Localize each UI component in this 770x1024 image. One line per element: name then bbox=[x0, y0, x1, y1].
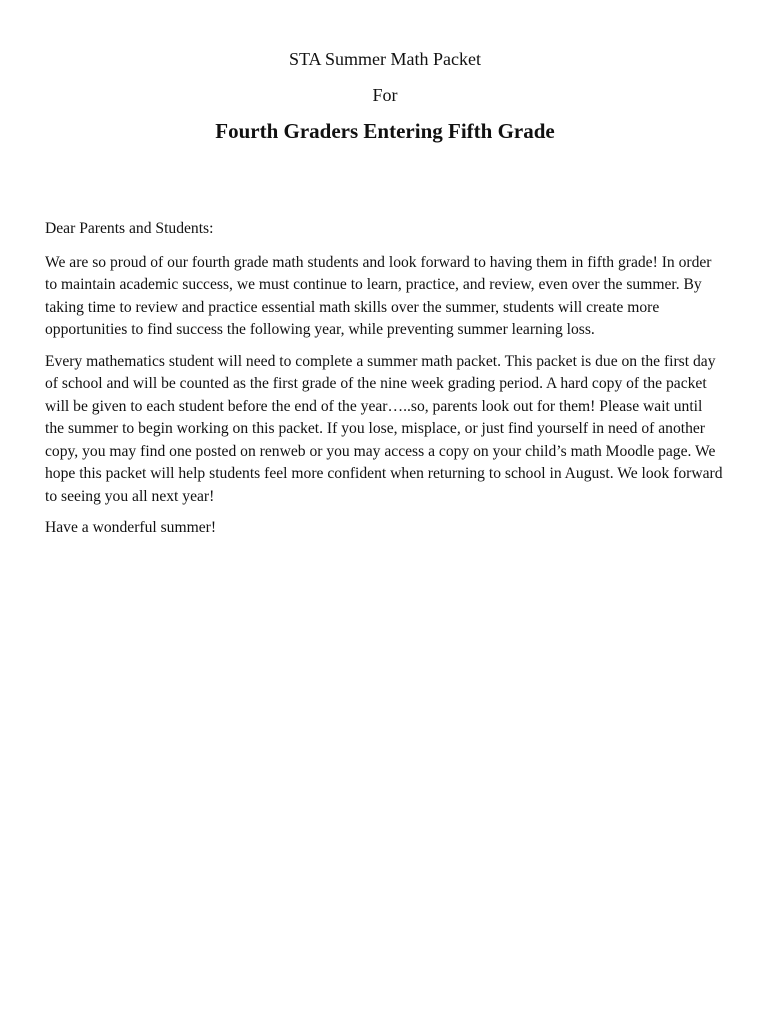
letter-paragraph-2: Every mathematics student will need to complete a summer math packet. This packet is due on the first day of school and will be counted as the first grade of the nine week grading period. A hard copy of the packet will be given to each student before the end of the year…..so, parents look out for them! Please wait until the summer to begin working on this packet. If you lose, misplace, or just find yourself in need of another copy, you may find one posted on renweb or you may access a copy on your child’s math Moodle page. We hope this packet will help students feel more confident when returning to school in August. We look forward to seeing you all next year! bbox=[45, 352, 723, 505]
letter-salutation: Dear Parents and Students: bbox=[45, 220, 214, 237]
document-title: Fourth Graders Entering Fifth Grade bbox=[215, 119, 555, 143]
letter-closing: Have a wonderful summer! bbox=[45, 519, 217, 536]
letter-paragraph-1: We are so proud of our fourth grade math students and look forward to having them in fifth grade! In order to maintain academic success, we must continue to learn, practice, and review, even over the summer. By taking time to review and practice essential math skills over the summer, students will create more opportunities to find success the following year, while preventing summer learning loss. bbox=[45, 253, 712, 338]
packet-name: STA Summer Math Packet bbox=[288, 49, 482, 69]
header-for-line: For bbox=[372, 85, 398, 105]
document-header bbox=[0, 48, 770, 144]
letter-body bbox=[45, 218, 725, 549]
